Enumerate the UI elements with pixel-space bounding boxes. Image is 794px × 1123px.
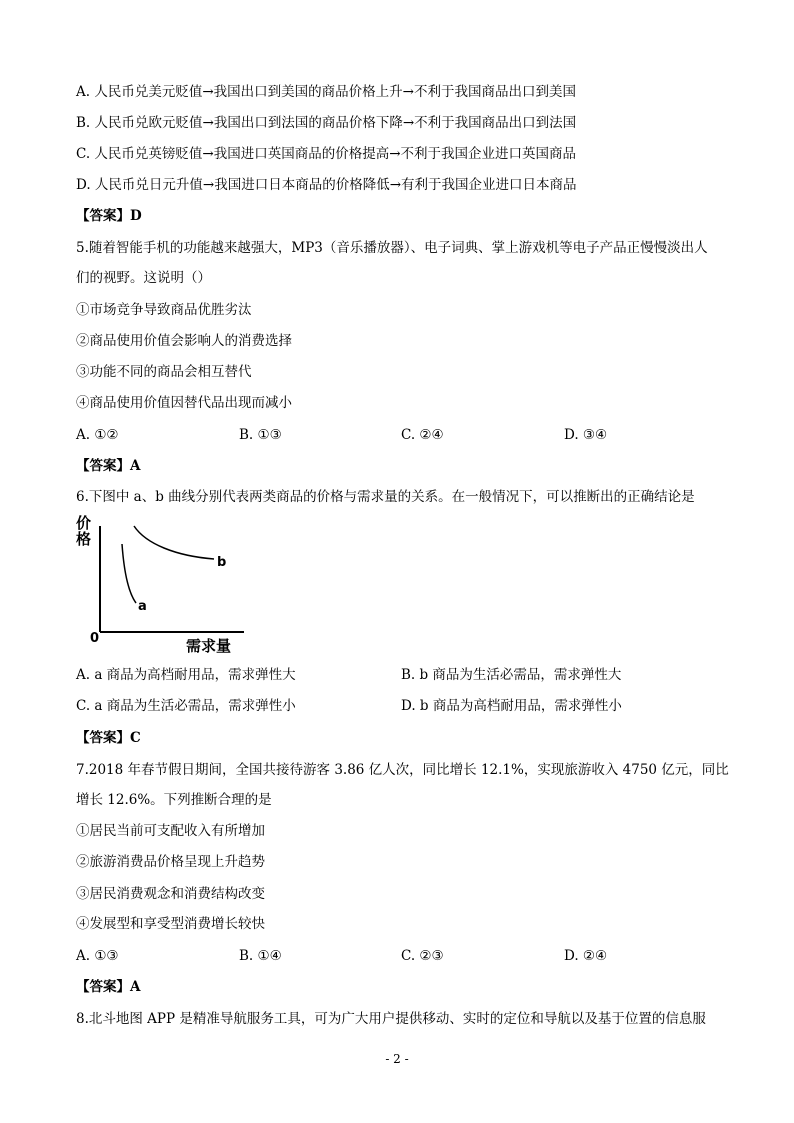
q7-option-a: A. ①③	[76, 948, 119, 964]
q5-answer: 【答案】A	[76, 458, 141, 474]
q7-item-2: ②旅游消费品价格呈现上升趋势	[76, 854, 265, 870]
q7-answer: 【答案】A	[76, 979, 141, 995]
q5-item-2: ②商品使用价值会影响人的消费选择	[76, 333, 292, 349]
q4-answer: 【答案】D	[76, 208, 142, 224]
q5-option-b: B. ①③	[239, 427, 282, 443]
q6-option-a: A. a 商品为高档耐用品，需求弹性大	[76, 667, 296, 683]
q7-option-c: C. ②③	[401, 948, 444, 964]
q4-option-b: B. 人民币兑欧元贬值→我国出口到法国的商品价格下降→不利于我国商品出口到法国	[76, 115, 577, 131]
curve-b	[134, 526, 214, 559]
q4-option-d: D. 人民币兑日元升值→我国进口日本商品的价格降低→有利于我国企业进口日本商品	[76, 177, 577, 193]
q4-option-c: C. 人民币兑英镑贬值→我国进口英国商品的价格提高→不利于我国企业进口英国商品	[76, 146, 577, 162]
q7-stem-line2: 增长 12.6%。下列推断合理的是	[76, 792, 272, 808]
q5-stem-line2: 们的视野。这说明（）	[76, 270, 211, 286]
q5-option-c: C. ②④	[401, 427, 444, 443]
q6-answer: 【答案】C	[76, 730, 141, 746]
q6-option-d: D. b 商品为高档耐用品，需求弹性小	[401, 698, 622, 714]
q5-item-4: ④商品使用价值因替代品出现而减小	[76, 395, 292, 411]
q7-item-4: ④发展型和享受型消费增长较快	[76, 916, 265, 932]
q5-option-d: D. ③④	[564, 427, 608, 443]
q4-option-a: A. 人民币兑美元贬值→我国出口到美国的商品价格上升→不利于我国商品出口到美国	[76, 84, 576, 100]
q7-option-b: B. ①④	[239, 948, 282, 964]
curve-a	[122, 544, 136, 603]
q7-option-d: D. ②④	[564, 948, 608, 964]
q8-stem-line1: 8.北斗地图 APP 是精准导航服务工具，可为广大用户提供移动、实时的定位和导航以及基于位置的信息服	[76, 1011, 706, 1027]
graph-xlabel: 需求量	[186, 637, 232, 655]
page-number: - 2 -	[385, 1052, 409, 1066]
graph-origin: 0	[90, 631, 100, 646]
q5-item-3: ③功能不同的商品会相互替代	[76, 364, 252, 380]
curve-b-label: b	[217, 555, 227, 570]
q5-item-1: ①市场竞争导致商品优胜劣汰	[76, 302, 252, 318]
price-demand-graph	[76, 512, 246, 658]
q5-stem-line1: 5.随着智能手机的功能越来越强大，MP3（音乐播放器）、电子词典、掌上游戏机等电子产品正慢慢淡出人	[76, 240, 708, 256]
q5-option-a: A. ①②	[76, 427, 119, 443]
curve-a-label: a	[138, 599, 147, 614]
graph-ylabel-line2: 格	[76, 530, 92, 548]
graph-ylabel-line1: 价	[76, 514, 92, 532]
q7-item-3: ③居民消费观念和消费结构改变	[76, 886, 265, 902]
q7-stem-line1: 7.2018 年春节假日期间，全国共接待游客 3.86 亿人次，同比增长 12.1%，实现旅游收入 4750 亿元，同比	[76, 762, 729, 778]
q6-option-c: C. a 商品为生活必需品，需求弹性小	[76, 698, 296, 714]
q6-option-b: B. b 商品为生活必需品，需求弹性大	[401, 667, 622, 683]
q7-item-1: ①居民当前可支配收入有所增加	[76, 823, 265, 839]
q6-stem: 6.下图中 a、b 曲线分别代表两类商品的价格与需求量的关系。在一般情况下，可以推断出的正确结论是	[76, 489, 695, 505]
